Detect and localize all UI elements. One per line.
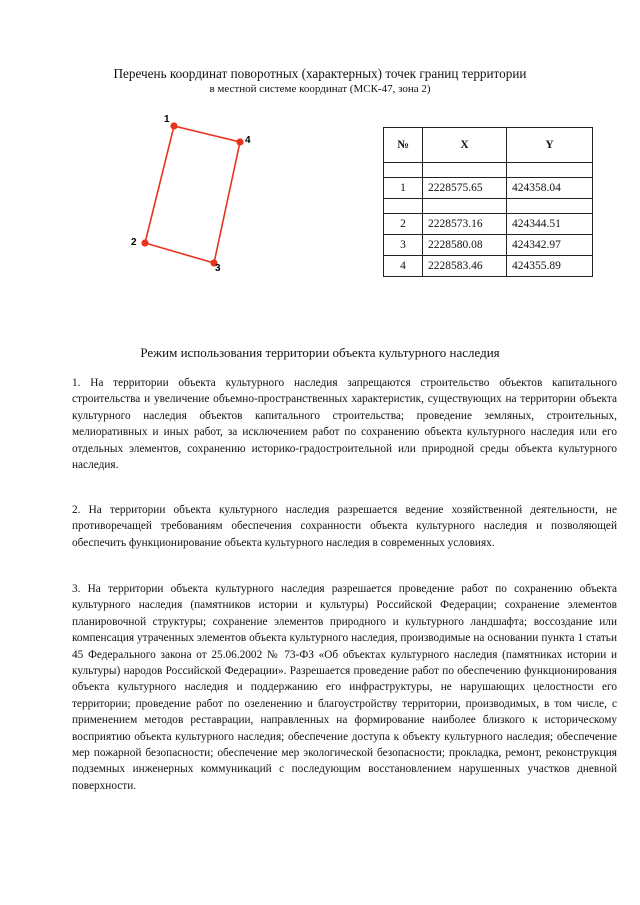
boundary-point-1 — [170, 122, 177, 129]
document-subtitle: в местной системе координат (МСК-47, зона 2) — [209, 83, 431, 95]
cell-x: 2228575.65 — [423, 178, 507, 199]
spacer-cell — [507, 199, 593, 214]
table-row — [384, 214, 593, 235]
table-row — [384, 256, 593, 277]
header-y: Y — [507, 128, 593, 163]
header-number: № — [384, 128, 423, 163]
table-spacer-row — [384, 199, 593, 214]
cell-x: 2228583.46 — [423, 256, 507, 277]
cell-number: 4 — [384, 256, 423, 277]
paragraph-3: 3. На территории объекта культурного наследия разрешается проведение работ по сохранению объекта культурного наследия (памятников истории и культуры) Российской Федерации; сохранение элементов планировочной структуры; сохранение элементов природного и культурного ландшафта; воссоздание или компенсация утраченных элементов объекта культурного наследия, производимые на основании пункта 1 статьи 45 Федерального закона от 25.06.2002 № 73-ФЗ «Об объектах культурного наследия (памятниках истории и культуры) народов Российской Федерации». Разрешается проведение работ по обеспечению функционирования объекта культурного наследия и поддержанию его инфраструктуры, не нарушающих целостности его территории; проведение работ по озеленению и благоустройству территории, производимых, в том числе, с применением методов реставрации, направленных на формирование наиболее близкого к историческому восприятию объекта культурного наследия; обеспечение доступа к объекту культурного наследия; обеспечение мер пожарной безопасности; обеспечение мер экологической безопасности; прокладка, ремонт, реконструкция подземных инженерных коммуникаций с последующим восстановлением нарушенных участков дневной поверхности. — [72, 583, 617, 792]
section-heading: Режим использования территории объекта культурного наследия — [140, 345, 500, 360]
table-row — [384, 235, 593, 256]
cell-x: 2228580.08 — [423, 235, 507, 256]
paragraph-2: 2. На территории объекта культурного наследия разрешается ведение хозяйственной деятельности, не противоречащей требованиям обеспечения сохранности объекта культурного наследия и позволяющей обеспечить функционирование объекта культурного наследия в современных условиях. — [72, 504, 617, 549]
spacer-cell — [384, 199, 423, 214]
cell-y: 424342.97 — [507, 235, 593, 256]
spacer-cell — [384, 163, 423, 178]
cell-y: 424355.89 — [507, 256, 593, 277]
point-label-4: 4 — [245, 135, 251, 146]
point-label-1: 1 — [164, 114, 170, 125]
cell-number: 2 — [384, 214, 423, 235]
table-header-row — [384, 128, 593, 163]
header-x: X — [423, 128, 507, 163]
table-spacer-row — [384, 163, 593, 178]
point-label-3: 3 — [215, 263, 221, 274]
spacer-cell — [423, 163, 507, 178]
boundary-point-4 — [236, 138, 243, 145]
paragraph-1: 1. На территории объекта культурного наследия запрещаются строительство объектов капитального строительства и увеличение объемно-пространственных характеристик, существующих на территории объекта культурного наследия объектов капитального строительства; проведение земляных, строительных, мелиоративных и иных работ, за исключением работ по сохранению объекта культурного наследия или его отдельных элементов, сохранению историко-градостроительной или природной среды объекта культурного наследия. — [72, 377, 617, 472]
boundary-scheme — [125, 110, 275, 280]
cell-x: 2228573.16 — [423, 214, 507, 235]
cell-y: 424358.04 — [507, 178, 593, 199]
boundary-polygon — [145, 126, 240, 263]
spacer-cell — [423, 199, 507, 214]
spacer-cell — [507, 163, 593, 178]
cell-number: 1 — [384, 178, 423, 199]
document-title: Перечень координат поворотных (характерных) точек границ территории — [113, 66, 527, 81]
table-row — [384, 178, 593, 199]
point-label-2: 2 — [131, 237, 137, 248]
cell-y: 424344.51 — [507, 214, 593, 235]
boundary-point-2 — [141, 239, 148, 246]
cell-number: 3 — [384, 235, 423, 256]
coordinates-table — [383, 127, 593, 277]
